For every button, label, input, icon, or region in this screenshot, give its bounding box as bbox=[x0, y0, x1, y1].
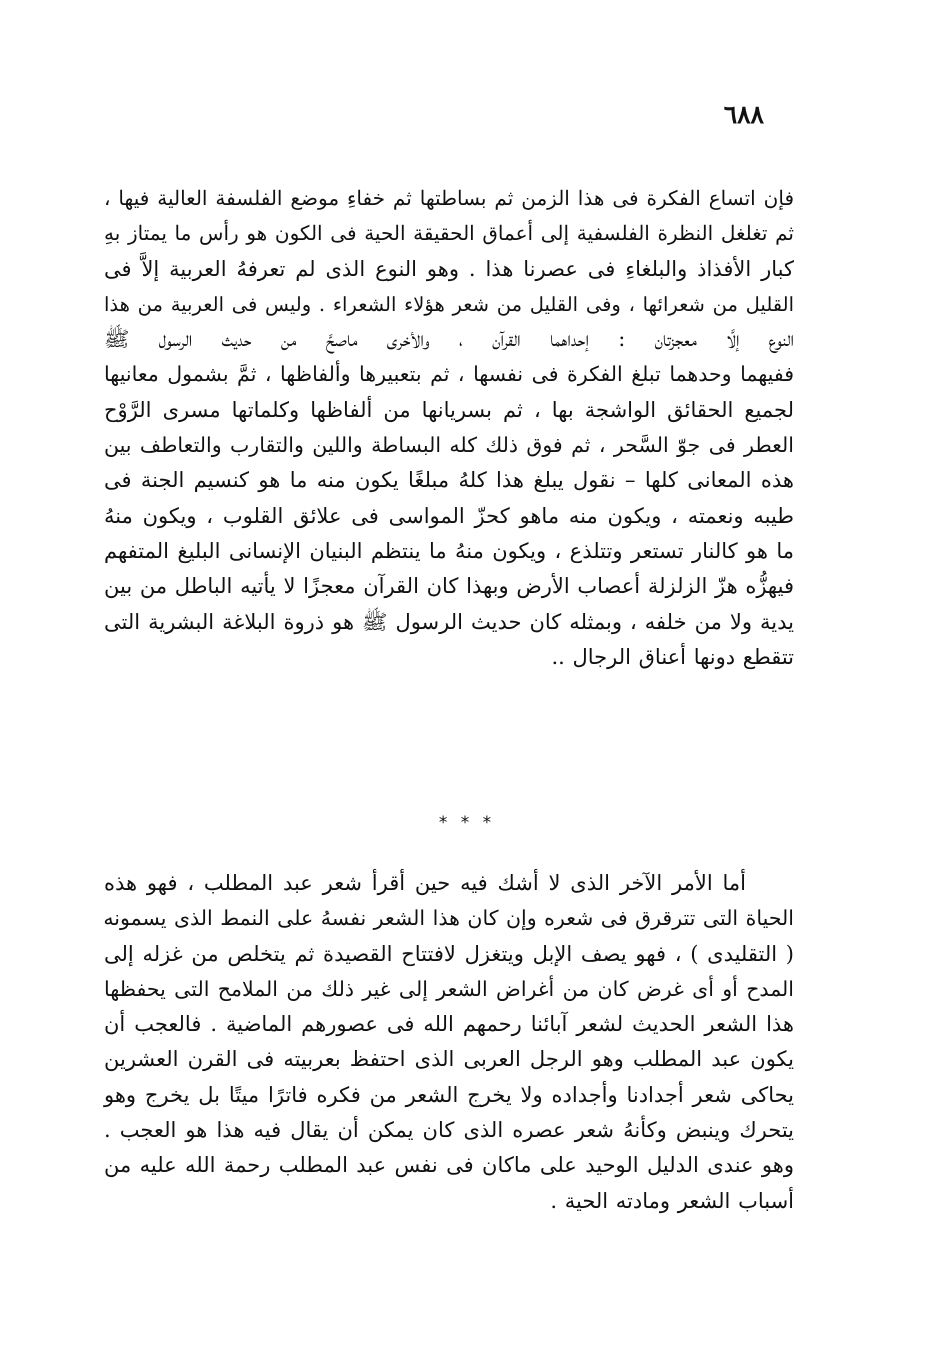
text-line: العطر فى جوّ السَّحر ، ثم فوق ذلك كله البساطة واللين والتقارب والتعاطف بين bbox=[104, 433, 794, 458]
text-line: هذا الشعر الحديث لشعر آبائنا رحمهم الله فى عصورهم الماضية . فالعجب أن bbox=[104, 1012, 794, 1037]
text-line: تتقطع دونها أعناق الرجال .. bbox=[551, 644, 794, 669]
text-line: الحياة التى تترقرق فى شعره وإن كان هذا الشعر نفسهُ على النمط الذى يسمونه bbox=[103, 906, 794, 931]
text-line: يحاكى شعر أجدادنا وأجداده ولا يخرج الشعر من فكره فاترًا ميتًا بل يخرج وهو bbox=[104, 1082, 794, 1107]
page-number: ٦٨٨ bbox=[723, 100, 764, 129]
text-line: وهو عندى الدليل الوحيد على ماكان فى نفس عبد المطلب رحمة الله عليه من bbox=[104, 1153, 794, 1178]
paragraph-2 bbox=[104, 866, 794, 1219]
text-line: فإن اتساع الفكرة فى هذا الزمن ثم بساطتها ثم خفاءِ موضع الفلسفة العالية فيها ، bbox=[104, 186, 795, 210]
text-line: القليل من شعرائها ، وفى القليل من شعر هؤلاء الشعراء . وليس فى العربية من هذا bbox=[104, 292, 794, 316]
text-line: يدية ولا من خلفه ، وبمثله كان حديث الرسول ﷺ هو ذروة البلاغة البشرية التى bbox=[104, 609, 794, 634]
text-line: كبار الأفذاذ والبلغاءِ فى عصرنا هذا . وهو النوع الذى لم تعرفهُ العربية إلاَّ فى bbox=[104, 256, 794, 281]
paragraph-1 bbox=[104, 181, 794, 675]
text-line: ما هو كالنار تستعر وتتلذع ، ويكون منهُ ما ينتظم البنيان الإنسانى البليغ المتفهم bbox=[104, 538, 794, 563]
text-line: فيهزُّه هزّ الزلزلة أعصاب الأرض وبهذا كان القرآن معجزًا لا يأتيه الباطل من بين bbox=[104, 574, 794, 599]
text-line: ففيهما وحدهما تبلغ الفكرة فى نفسها ، ثم بتعبيرها وألفاظها ، ثمَّ بشمول معانيها bbox=[104, 362, 794, 387]
text-line: النوع إلَّا معجزتان : إحداهما القرآن ، والأخرى ماصحَّ من حديث الرسول ﷺ bbox=[104, 327, 794, 352]
text-line: ثم تغلغل النظرة الفلسفية إلى أعماق الحقيقة الحية فى الكون هو رأس ما يمتاز بهِ bbox=[104, 221, 794, 246]
text-line: هذه المعانى كلها – نقول يبلغ هذا كلهُ مبلغًا يكون منه ما هو كنسيم الجنة فى bbox=[104, 468, 794, 493]
text-line: طيبه ونعمته ، ويكون منه ماهو كحزّ المواسى فى علائق القلوب ، ويكون منهُ bbox=[104, 503, 794, 528]
text-line: المدح أو أى غرض كان من أغراض الشعر إلى غير ذلك من الملامح التى يحفظها bbox=[104, 976, 794, 1001]
text-line: يكون عبد المطلب وهو الرجل العربى الذى احتفظ بعربيته فى القرن العشرين bbox=[104, 1047, 794, 1072]
text-line: يتحرك وينبض وكأنهُ شعر عصره الذى كان يمكن أن يقال فيه هذا هو العجب . bbox=[104, 1118, 794, 1143]
text-line: ( التقليدى ) ، فهو يصف الإبل ويتغزل لافتتاح القصيدة ثم يتخلص من غزله إلى bbox=[104, 941, 794, 966]
text-line: لجميع الحقائق الواشجة بها ، ثم بسريانها من ألفاظها وكلماتها مسرى الرَّوْح bbox=[104, 397, 794, 422]
text-line: أسباب الشعر ومادته الحية . bbox=[550, 1188, 794, 1213]
section-separator: * * * bbox=[438, 813, 496, 833]
text-line: أما الأمر الآخر الذى لا أشك فيه حين أقرأ شعر عبد المطلب ، فهو هذه bbox=[104, 871, 746, 895]
